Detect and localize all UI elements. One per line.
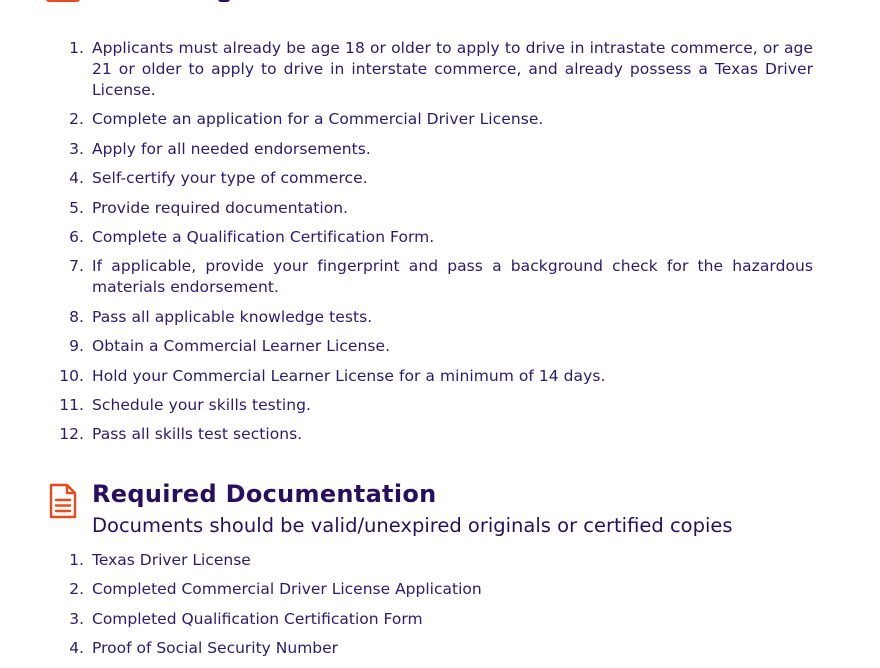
list-number: 5. [69,198,84,217]
list-number: 9. [69,337,84,356]
steps-list [0,38,880,454]
list-item [0,395,880,416]
list-number: 6. [69,227,84,246]
list-item [0,227,880,248]
list-item [0,38,880,101]
list-number: 3. [69,609,84,628]
list-item-text: If applicable, provide your fingerprint and pass a background check for the hazardous materials endorsement. [92,257,813,297]
document-icon [48,483,78,519]
list-number: 1. [69,39,84,57]
steps-section-icon [46,0,80,2]
list-item [0,550,880,571]
list-item-text: Pass all applicable knowledge tests. [92,307,373,326]
list-item-text: Complete an application for a Commercial Driver License. [92,110,544,129]
documents-list [0,550,880,668]
list-number: 1. [69,551,84,569]
list-item [0,366,880,387]
list-number: 3. [69,139,84,158]
list-item [0,109,880,130]
section-title: Required Documentation [92,480,437,508]
list-number: 2. [69,110,84,129]
list-item-text: Apply for all needed endorsements. [92,139,371,158]
list-item-text: Proof of Social Security Number [92,639,339,658]
list-item-text: Schedule your skills testing. [92,395,312,414]
list-number: 8. [69,307,84,326]
list-item-text: Applicants must already be age 18 or older to apply to drive in intrastate commerce, or age 21 or older to apply to drive in interstate commerce, and already possess a Texas Driver License. [92,39,813,99]
list-number: 7. [69,257,84,276]
list-item-text: Pass all skills test sections. [92,425,303,444]
list-number: 2. [69,580,84,599]
list-item-text: Hold your Commercial Learner License for a minimum of 14 days. [92,366,606,385]
list-item-text: Complete a Qualification Certification Form. [92,227,435,246]
list-item [0,198,880,219]
list-item-text: Completed Qualification Certification Form [92,609,423,628]
list-item [0,256,880,298]
list-item [0,307,880,328]
list-number: 4. [69,169,84,188]
steps-section-title-fragment [218,0,230,2]
list-item [0,424,880,445]
list-item-text: Texas Driver License [92,551,251,569]
list-item-text: Completed Commercial Driver License Application [92,580,482,599]
list-number: 10. [59,366,84,385]
list-item [0,579,880,600]
list-item [0,139,880,160]
list-number: 4. [69,639,84,658]
section-subtitle: Documents should be valid/unexpired originals or certified copies [92,514,733,537]
list-item [0,609,880,630]
list-item-text: Obtain a Commercial Learner License. [92,337,391,356]
list-number: 12. [59,425,84,444]
list-item-text: Provide required documentation. [92,198,349,217]
list-item [0,336,880,357]
list-number: 11. [59,395,84,414]
list-item [0,168,880,189]
list-item-text: Self-certify your type of commerce. [92,169,368,188]
list-item [0,638,880,659]
